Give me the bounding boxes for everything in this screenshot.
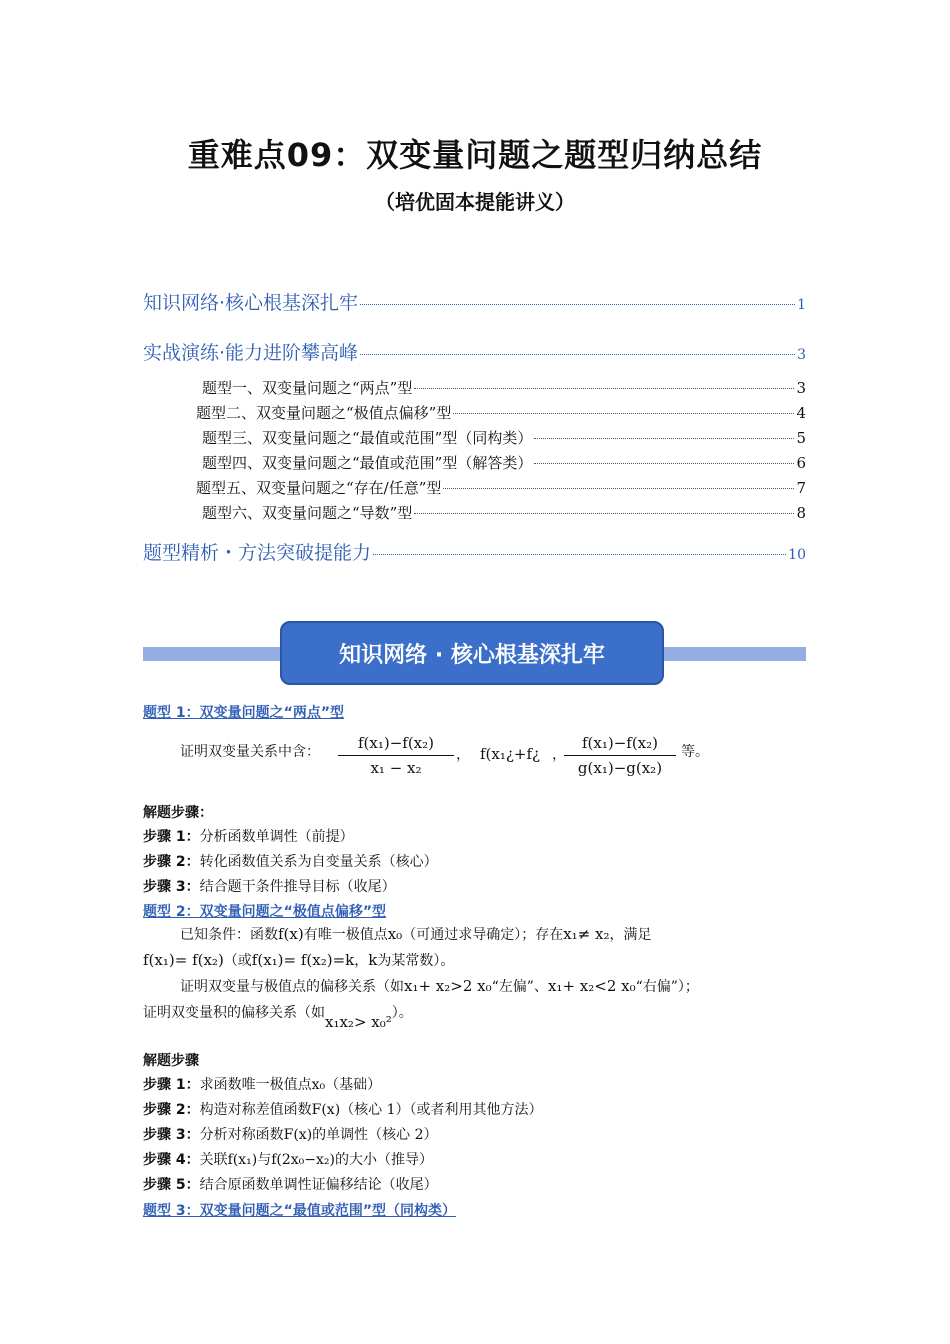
fraction-numerator: f(x₁)−f(x₂) bbox=[357, 734, 435, 752]
math: x₁x₂> x₀² bbox=[325, 1013, 392, 1031]
type2-step-2 bbox=[143, 1099, 543, 1119]
toc-label: 题型四、双变量问题之“最值或范围”型（解答类） bbox=[202, 454, 533, 472]
toc-page: 3 bbox=[796, 379, 806, 397]
type2-line-3 bbox=[180, 976, 699, 996]
step-text: 分析函数单调性（前提） bbox=[199, 829, 354, 845]
toc-label: 实战演练·能力进阶攀高峰 bbox=[143, 342, 359, 364]
toc-label: 题型五、双变量问题之“存在/任意”型 bbox=[196, 479, 442, 497]
text: “右偏”）； bbox=[635, 979, 699, 995]
type1-separator: ， bbox=[456, 747, 470, 763]
toc-leader bbox=[414, 388, 794, 389]
toc-entry-practice[interactable] bbox=[143, 338, 806, 365]
math: x₁+ x₂<2 x₀ bbox=[547, 977, 636, 995]
text: “左偏”、 bbox=[491, 979, 548, 995]
type1-heading: 题型 1：双变量问题之“两点”型 bbox=[143, 705, 345, 721]
toc-leader bbox=[443, 488, 794, 489]
type2-heading: 题型 2：双变量问题之“极值点偏移”型 bbox=[143, 904, 387, 920]
toc-entry-analysis[interactable] bbox=[143, 538, 806, 565]
type2-steps-title: 解题步骤 bbox=[143, 1053, 199, 1069]
toc-label: 题型三、双变量问题之“最值或范围”型（同构类） bbox=[202, 429, 533, 447]
step-label: 步骤 3： bbox=[143, 1127, 200, 1143]
toc-leader bbox=[360, 354, 795, 355]
toc-page: 4 bbox=[796, 404, 806, 422]
toc-subentry-1[interactable] bbox=[202, 377, 806, 398]
step-text: 求函数唯一极值点x₀（基础） bbox=[199, 1077, 382, 1093]
text: 有唯一极值点 bbox=[303, 927, 388, 943]
step-text: 结合原函数单调性证偏移结论（收尾） bbox=[199, 1177, 438, 1193]
page-subtitle: （培优固本提能讲义） bbox=[375, 190, 575, 214]
step-label: 步骤 4： bbox=[143, 1152, 200, 1168]
type2-line-4 bbox=[143, 1002, 413, 1031]
fraction-denominator: g(x₁)−g(x₂) bbox=[577, 759, 663, 777]
fraction-denominator: x₁ − x₂ bbox=[370, 759, 422, 777]
step-label: 步骤 5： bbox=[143, 1177, 200, 1193]
text: 证明双变量积的偏移关系（如 bbox=[143, 1005, 325, 1021]
step-text: 转化函数值关系为自变量关系（核心） bbox=[199, 854, 438, 870]
math: f(x₁)= f(x₂)=k bbox=[251, 951, 355, 969]
type1-mid-expr bbox=[480, 745, 540, 763]
toc-leader bbox=[360, 304, 795, 305]
toc-subentry-3[interactable] bbox=[202, 427, 806, 448]
type1-comma: ， bbox=[552, 747, 566, 763]
toc-label: 题型六、双变量问题之“导数”型 bbox=[202, 504, 413, 522]
math: f(x₁)= f(x₂) bbox=[143, 951, 224, 969]
type2-line-2 bbox=[143, 950, 454, 970]
step-text: 关联f(x₁)与f(2x₀−x₂)的大小（推导） bbox=[199, 1152, 433, 1168]
text: 为某常数）。 bbox=[377, 953, 455, 969]
step-text: 分析对称函数F(x)的单调性（核心 2） bbox=[199, 1127, 438, 1143]
type1-steps-title: 解题步骤： bbox=[143, 805, 213, 821]
text: ，满足 bbox=[609, 927, 652, 943]
toc-label: 题型一、双变量问题之“两点”型 bbox=[202, 379, 413, 397]
type1-step-3 bbox=[143, 876, 396, 896]
toc-entry-knowledge[interactable] bbox=[143, 288, 806, 315]
type2-step-5 bbox=[143, 1174, 438, 1194]
type1-tail: 等。 bbox=[681, 744, 709, 760]
toc-leader bbox=[373, 554, 786, 555]
step-label: 步骤 2： bbox=[143, 1102, 200, 1118]
fraction-bar bbox=[564, 755, 676, 756]
toc-page: 3 bbox=[797, 347, 806, 363]
step-text: 构造对称差值函数F(x)（核心 1）（或者利用其他方法） bbox=[199, 1102, 543, 1118]
type2-line-1 bbox=[180, 924, 652, 944]
math: x₁≠ x₂ bbox=[563, 925, 610, 943]
text: 已知条件：函数 bbox=[180, 927, 278, 943]
toc-leader bbox=[414, 513, 794, 514]
math: f(x) bbox=[278, 925, 304, 943]
math: x₁+ x₂>2 x₀ bbox=[404, 977, 492, 995]
step-label: 步骤 1： bbox=[143, 829, 200, 845]
toc-leader bbox=[534, 463, 794, 464]
text: 证明双变量与极值点的偏移关系（如 bbox=[180, 979, 404, 995]
text: ）。 bbox=[391, 1005, 413, 1021]
toc-page: 6 bbox=[796, 454, 806, 472]
text: （可通过求导确定）；存在 bbox=[402, 927, 564, 943]
toc-page: 5 bbox=[796, 429, 806, 447]
type1-intro: 证明双变量关系中含： bbox=[180, 744, 320, 760]
page-title: 重难点09：双变量问题之题型归纳总结 bbox=[187, 136, 763, 174]
toc-subentry-4[interactable] bbox=[202, 452, 806, 473]
type1-step-2 bbox=[143, 851, 438, 871]
toc-page: 7 bbox=[796, 479, 806, 497]
math: k bbox=[368, 951, 378, 969]
toc-label: 题型二、双变量问题之“极值点偏移”型 bbox=[196, 404, 452, 422]
toc-leader bbox=[534, 438, 794, 439]
toc-page: 8 bbox=[796, 504, 806, 522]
toc-label: 知识网络·核心根基深扎牢 bbox=[143, 292, 359, 314]
type3-heading: 题型 3：双变量问题之“最值或范围”型（同构类） bbox=[143, 1203, 457, 1219]
step-text: 结合题干条件推导目标（收尾） bbox=[199, 879, 396, 895]
type1-step-1 bbox=[143, 826, 354, 846]
step-label: 步骤 3： bbox=[143, 879, 200, 895]
toc-page: 10 bbox=[788, 547, 806, 563]
step-label: 步骤 2： bbox=[143, 854, 200, 870]
type1-fraction-2 bbox=[564, 734, 676, 777]
math: x₀ bbox=[387, 925, 403, 943]
text: ， bbox=[354, 953, 369, 969]
toc-page: 1 bbox=[797, 297, 806, 313]
type1-fraction-1 bbox=[338, 734, 454, 777]
step-label: 步骤 1： bbox=[143, 1077, 200, 1093]
type2-step-3 bbox=[143, 1124, 438, 1144]
toc-leader bbox=[453, 413, 794, 414]
banner-band-right bbox=[662, 647, 806, 661]
toc-subentry-5[interactable] bbox=[196, 477, 806, 498]
banner-band-left bbox=[143, 647, 283, 661]
toc-subentry-6[interactable] bbox=[202, 502, 806, 523]
type2-step-4 bbox=[143, 1149, 433, 1169]
section-banner: 知识网络 · 核心根基深扎牢 bbox=[280, 621, 664, 685]
toc-label: 题型精析・方法突破提能力 bbox=[143, 542, 372, 564]
fraction-numerator: f(x₁)−f(x₂) bbox=[581, 734, 659, 752]
toc-subentry-2[interactable] bbox=[196, 402, 806, 423]
fraction-bar bbox=[338, 755, 454, 756]
type2-step-1 bbox=[143, 1074, 381, 1094]
mid-expr-text: f(x₁¿+f¿ bbox=[480, 745, 541, 763]
text: （或 bbox=[223, 953, 252, 969]
